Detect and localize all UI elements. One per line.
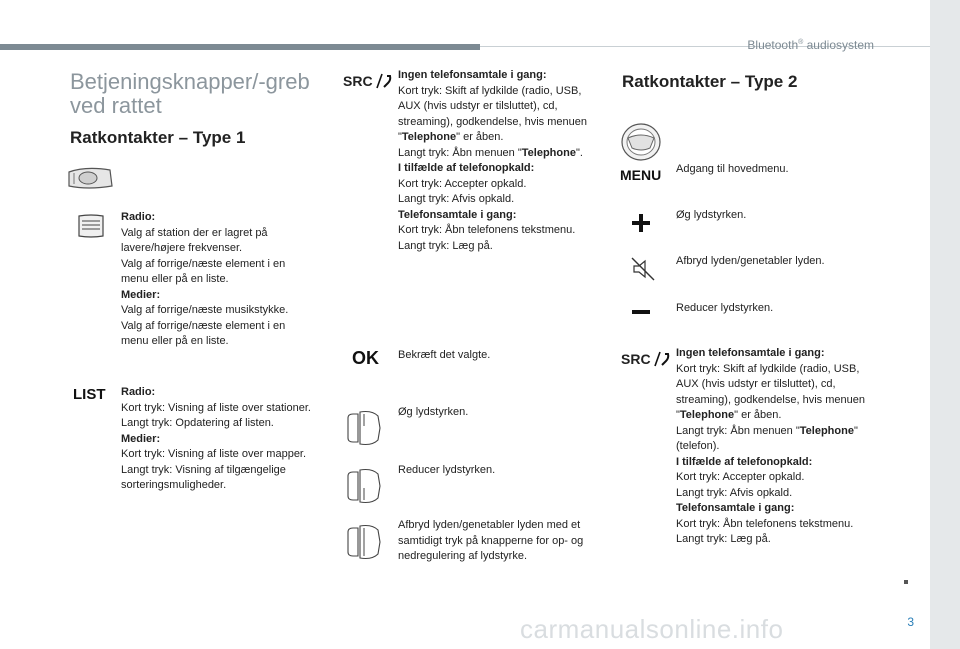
scroll-wheel-icon [76, 213, 106, 239]
menu-button-label: MENU [620, 167, 662, 183]
mute-control-icon [344, 524, 384, 560]
type2-heading: Ratkontakter – Type 2 [622, 72, 798, 91]
src-button-icon: SRC [343, 72, 393, 90]
list-button-label: LIST [73, 386, 106, 403]
mute-text: Afbryd lyden/genetabler lyden med et samtidigt tryk på knapperne for op- og nedregulering af lydstyrke. [398, 519, 584, 562]
type1-heading: Ratkontakter – Type 1 [70, 128, 246, 147]
mute-text-type2: Afbryd lyden/genetabler lyden. [676, 255, 825, 267]
list-radio-title: Radio: [121, 386, 156, 398]
section-header: Bluetooth® audiosystem [747, 38, 874, 52]
plus-icon [630, 212, 652, 234]
page-title: Betjeningsknapper/-greb ved rattet [70, 69, 310, 118]
watermark: carmanualsonline.info [520, 614, 784, 644]
media-title: Medier: [121, 288, 161, 301]
volume-down-control-icon [344, 468, 384, 504]
steering-wheel-icon [620, 122, 662, 162]
middle-src-block: Ingen telefonsamtale i gang: Kort tryk: Skift af lydkilde (radio, USB, AUX (hvis udstyr er tilsluttet), cd, streaming), godkendelse, hvis menuen "Telephone" er åben. Langt tryk: Åbn menuen "Telephone". I tilfælde af telefonopkald: Kort tryk: Accepter opkald. Langt tryk: Afvis opkald. Telefonsamtale i gang: Kort tryk: Åbn telefonens tekstmenu. Langt tryk: Læg på. [398, 69, 587, 252]
list-media-text: Kort tryk: Visning af liste over mapper. [121, 448, 307, 460]
menu-text: Adgang til hovedmenu. [676, 163, 789, 175]
volume-up-text: Øg lydstyrken. [398, 406, 469, 418]
phone-slash-icon [651, 350, 671, 368]
ok-button-label: OK [352, 348, 379, 368]
type1-list-block [121, 385, 311, 494]
ok-text: Bekræft det valgte. [398, 349, 491, 361]
type1-radio-block [121, 210, 311, 350]
steering-stalk-icon [66, 164, 116, 192]
media-text-2: Valg af forrige/næste element i en menu eller på en liste. [121, 319, 286, 347]
media-text: Valg af forrige/næste musikstykke. [121, 304, 289, 316]
header-bar [0, 44, 480, 50]
plus-text: Øg lydstyrken. [676, 209, 747, 221]
phone-slash-icon [373, 72, 393, 90]
volume-down-text: Reducer lydstyrken. [398, 464, 496, 476]
minus-text: Reducer lydstyrken. [676, 302, 774, 314]
type2-src-block: Ingen telefonsamtale i gang: Kort tryk: Skift af lydkilde (radio, USB, AUX (hvis udstyr er tilsluttet), cd, streaming), godkendelse, hvis menuen "Telephone" er åben. Langt tryk: Åbn menuen "Telephone" (telefon). I tilfælde af telefonopkald: Kort tryk: Accepter opkald. Langt tryk: Afvis opkald. Telefonsamtale i gang: Kort tryk: Åbn telefonens tekstmenu. Langt tryk: Læg på. [676, 347, 865, 545]
page-marker [904, 580, 908, 584]
volume-up-control-icon [344, 410, 384, 446]
list-media-text-2: Langt tryk: Visning af tilgængelige sorteringsmuligheder. [121, 463, 286, 491]
list-media-title: Medier: [121, 432, 161, 445]
list-radio-text-2: Langt tryk: Opdatering af listen. [121, 417, 274, 429]
radio-title: Radio: [121, 211, 156, 223]
list-radio-text: Kort tryk: Visning af liste over stationer. [121, 401, 311, 414]
radio-text-2: Valg af forrige/næste element i en menu eller på en liste. [121, 257, 286, 285]
page-number: 3 [907, 615, 914, 629]
mute-speaker-icon [630, 256, 656, 282]
minus-icon [630, 308, 652, 316]
page-edge-strip [930, 0, 960, 649]
src-button-icon-type2: SRC [621, 350, 671, 368]
radio-text: Valg af station der er lagret på lavere/højere frekvenser. [121, 226, 268, 254]
